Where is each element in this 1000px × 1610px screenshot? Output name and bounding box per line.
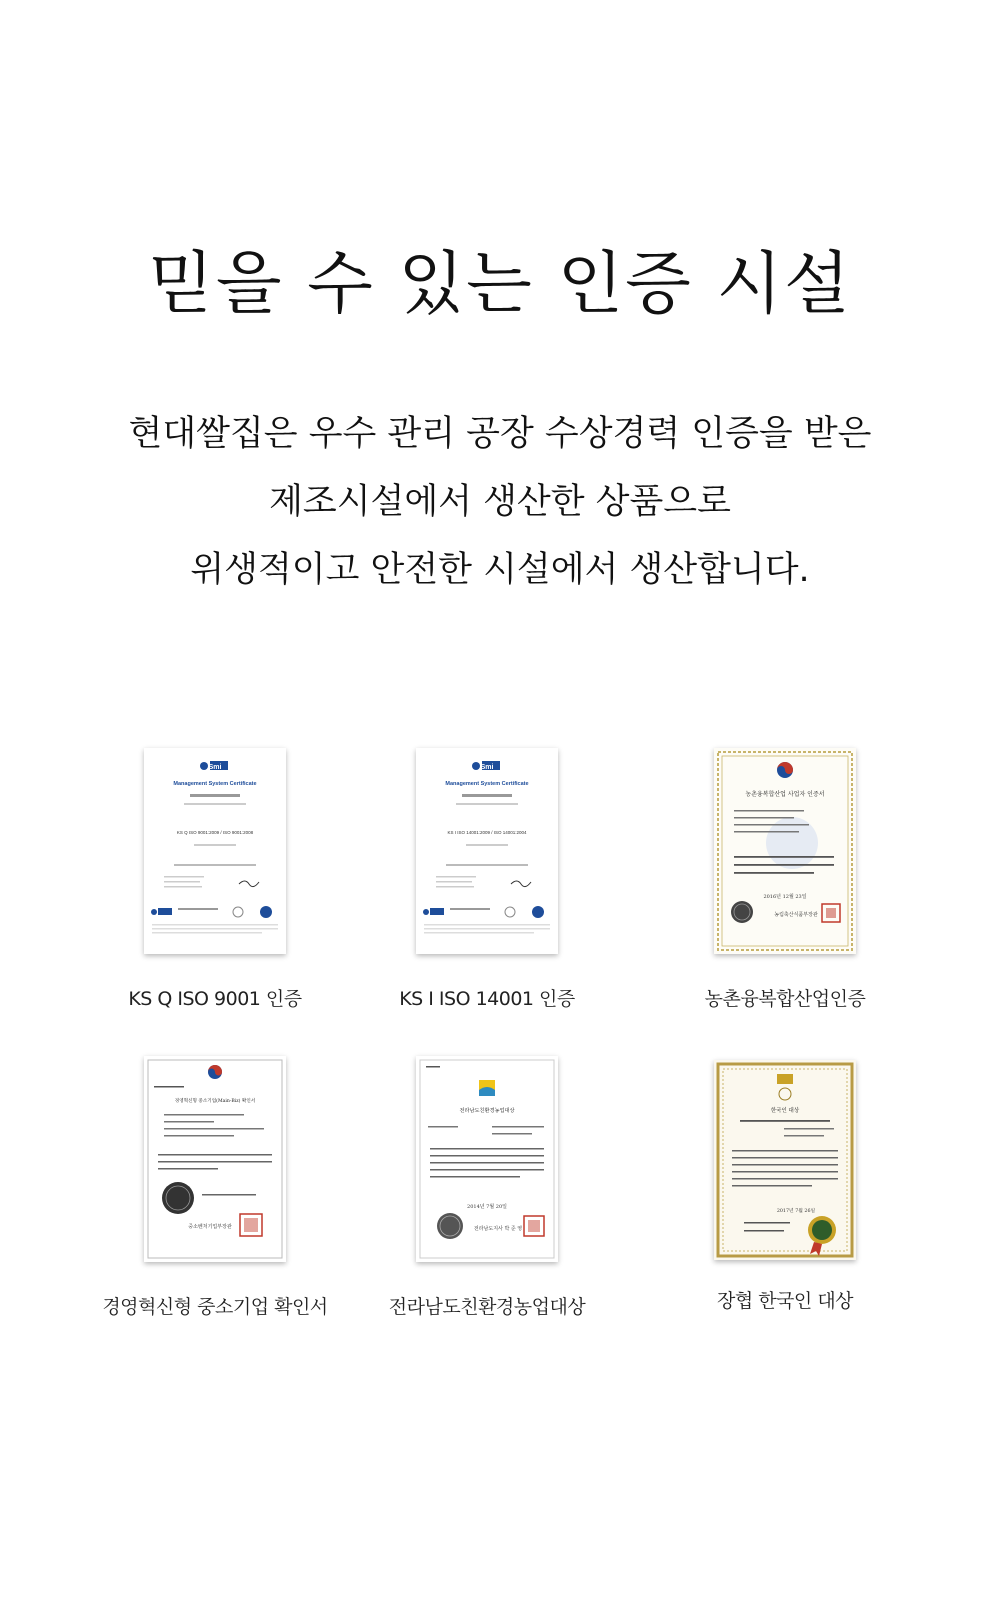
doc-title: Management System Certificate bbox=[173, 781, 257, 787]
certificate-image-rural-convergence bbox=[714, 748, 856, 954]
intro-line-1: 현대쌀집은 우수 관리 공장 수상경력 인증을 받은 bbox=[128, 414, 872, 454]
doc-standard: KS Q ISO 9001:2009 / ISO 9001:2008 bbox=[176, 830, 254, 835]
certificate-image-jeonnam-eco-award bbox=[416, 1056, 558, 1262]
intro-text bbox=[0, 400, 1000, 604]
doc-title: 전라남도친환경농업대상 bbox=[459, 1108, 515, 1114]
certificate-card-ks-i-iso-14001 bbox=[347, 748, 627, 1011]
doc-title: Management System Certificate bbox=[445, 781, 529, 787]
certificate-image-ks-i-iso-14001 bbox=[416, 748, 558, 954]
doc-title: 한국인 대상 bbox=[770, 1108, 800, 1114]
doc-date: 2014년 7월 20일 bbox=[467, 1204, 507, 1210]
doc-date: 2017년 7월 26일 bbox=[776, 1209, 816, 1214]
page-title: 믿을 수 있는 인증 시설 bbox=[148, 245, 852, 324]
intro-line-2: 제조시설에서 생산한 상품으로 bbox=[269, 482, 731, 522]
doc-issuer: 농림축산식품부장관 bbox=[774, 912, 818, 918]
logo-text: Smi bbox=[480, 764, 494, 771]
certificate-caption: 농촌융복합산업인증 bbox=[704, 988, 866, 1010]
doc-issuer: 중소벤처기업부장관 bbox=[188, 1224, 232, 1230]
logo-text: Smi bbox=[208, 764, 222, 771]
certificate-card-jeonnam-eco-award bbox=[347, 1056, 627, 1319]
certificate-card-mainbiz bbox=[75, 1056, 355, 1319]
certificate-caption: KS I ISO 14001 인증 bbox=[399, 988, 575, 1010]
certificate-card-ks-q-iso-9001 bbox=[75, 748, 355, 1011]
intro-line-3: 위생적이고 안전한 시설에서 생산합니다. bbox=[190, 550, 810, 590]
certificate-caption: 경영혁신형 중소기업 확인서 bbox=[102, 1296, 328, 1318]
province-emblem-icon bbox=[479, 1080, 495, 1096]
certificate-caption: 장협 한국인 대상 bbox=[716, 1290, 854, 1312]
taegeuk-emblem-icon bbox=[777, 762, 793, 778]
certificate-caption: 전라남도친환경농업대상 bbox=[388, 1296, 586, 1318]
doc-title: 농촌융복합산업 사업자 인증서 bbox=[745, 791, 825, 798]
certificate-caption: KS Q ISO 9001 인증 bbox=[128, 988, 302, 1010]
certificate-card-korean-grand-award bbox=[645, 1056, 925, 1313]
doc-issuer: 전라남도지사 박 준 영 bbox=[473, 1226, 523, 1232]
doc-standard: KS I ISO 14001:2009 / ISO 14001:2004 bbox=[447, 830, 527, 835]
certificate-image-korean-grand-award bbox=[714, 1060, 856, 1260]
certificate-card-rural-convergence bbox=[645, 748, 925, 1011]
certificate-image-mainbiz bbox=[144, 1056, 286, 1262]
doc-date: 2016년 12월 23일 bbox=[763, 894, 807, 900]
doc-title: 경영혁신형 중소기업(Main-Biz) 확인서 bbox=[174, 1099, 256, 1104]
certificate-image-ks-q-iso-9001 bbox=[144, 748, 286, 954]
taegeuk-emblem-icon bbox=[208, 1065, 222, 1079]
